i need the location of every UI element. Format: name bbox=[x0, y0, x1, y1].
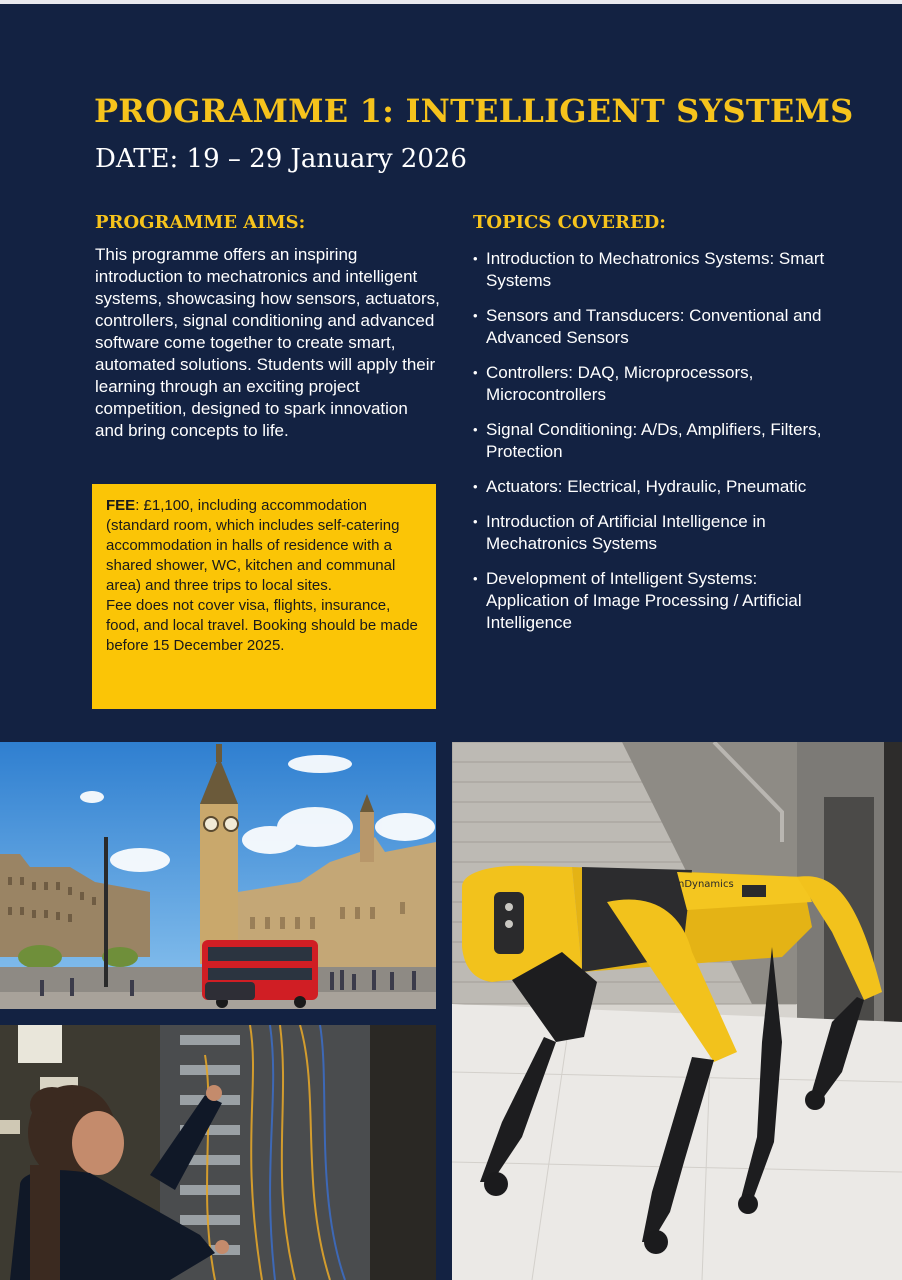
robot-dog-photo bbox=[452, 742, 902, 1280]
aims-paragraph: This programme offers an inspiring introduction to mechatronics and intelligent systems, showcasing how sensors, actuators, controllers, signal conditioning and advanced software come together to create smart, automated solutions. Students will apply their learning through an exciting project competition, designed to spark innovation and bring concepts to life. bbox=[95, 245, 440, 440]
topic-item: • Actuators: Electrical, Hydraulic, Pneumatic bbox=[473, 476, 833, 498]
top-edge bbox=[0, 0, 902, 4]
topic-item: • Controllers: DAQ, Microprocessors, Microcontrollers bbox=[473, 362, 833, 406]
topic-item: • Sensors and Transducers: Conventional and Advanced Sensors bbox=[473, 305, 833, 349]
fee-text: : £1,100, including accommodation (standard room, which includes self-catering accommodation in halls of residence with a shared shower, WC, kitchen and communal area) and three trips to local sites. bbox=[106, 497, 400, 594]
topic-item: • Introduction to Mechatronics Systems: Smart Systems bbox=[473, 248, 833, 292]
fee-box bbox=[92, 484, 436, 709]
london-photo bbox=[0, 742, 436, 1009]
topic-item: • Introduction of Artificial Intelligence in Mechatronics Systems bbox=[473, 511, 833, 555]
london-illustration bbox=[0, 742, 436, 1009]
technician-illustration bbox=[0, 1025, 436, 1280]
robot-brand-text: nDynamics bbox=[678, 879, 734, 890]
robot-illustration bbox=[452, 742, 902, 1280]
fee-details bbox=[106, 496, 422, 596]
topics-list bbox=[473, 248, 833, 647]
programme-title: PROGRAMME 1: INTELLIGENT SYSTEMS bbox=[94, 92, 854, 130]
aims-heading: PROGRAMME AIMS: bbox=[95, 212, 306, 233]
topics-heading: TOPICS COVERED: bbox=[473, 212, 666, 233]
fee-note: Fee does not cover visa, flights, insurance, food, and local travel. Booking should be made before 15 December 2025. bbox=[106, 597, 418, 654]
fee-label: FEE bbox=[106, 497, 136, 514]
topic-item: • Signal Conditioning: A/Ds, Amplifiers, Filters, Protection bbox=[473, 419, 833, 463]
programme-date: DATE: 19 – 29 January 2026 bbox=[95, 144, 467, 174]
topic-item: • Development of Intelligent Systems: Application of Image Processing / Artificial Intelligence bbox=[473, 568, 833, 634]
server-room-photo bbox=[0, 1025, 436, 1280]
